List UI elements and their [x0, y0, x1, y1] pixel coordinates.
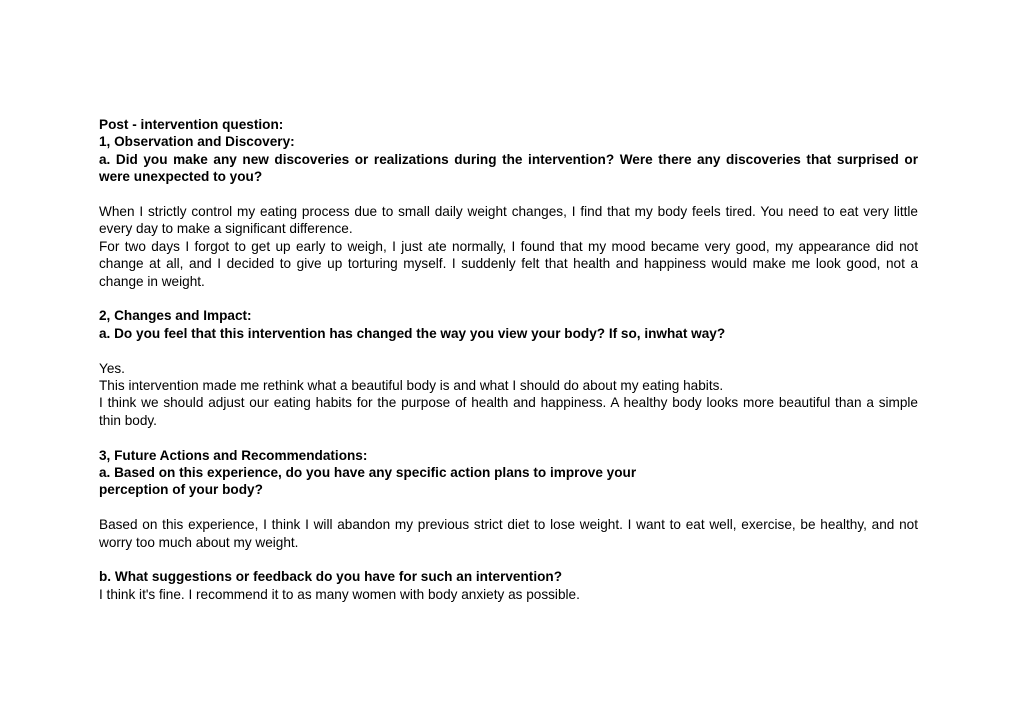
- section-heading: 3, Future Actions and Recommendations:: [99, 447, 368, 463]
- section-heading: 1, Observation and Discovery:: [99, 134, 295, 150]
- blank-line: [99, 551, 918, 568]
- section-heading: 2, Changes and Impact:: [99, 308, 252, 324]
- blank-line: [99, 499, 918, 516]
- answer-paragraph: I think we should adjust our eating habits for the purpose of health and happiness. A healthy body looks more beautiful than a simple thin body.: [99, 395, 918, 428]
- section-question: a. Do you feel that this intervention has changed the way you view your body? If so, inwhat way?: [99, 325, 726, 341]
- answer-paragraph: Yes.: [99, 360, 125, 376]
- section-question: a. Did you make any new discoveries or realizations during the intervention? Were there any discoveries that surprised or were unexpected to you?: [99, 151, 918, 185]
- section-question: b. What suggestions or feedback do you have for such an intervention?: [99, 569, 563, 585]
- answer-paragraph: I think it's fine. I recommend it to as many women with body anxiety as possible.: [99, 586, 580, 602]
- section-question-line: a. Based on this experience, do you have any specific action plans to improve your: [99, 465, 637, 481]
- answer-paragraph: Based on this experience, I think I will abandon my previous strict diet to lose weight. I want to eat well, exercise, be healthy, and not worry too much about my weight.: [99, 517, 918, 550]
- answer-paragraph: This intervention made me rethink what a beautiful body is and what I should do about my eating habits.: [99, 378, 724, 394]
- blank-line: [99, 342, 918, 359]
- blank-line: [99, 186, 918, 203]
- blank-line: [99, 429, 918, 446]
- answer-paragraph: When I strictly control my eating process due to small daily weight changes, I find that my body feels tired. You need to eat very little every day to make a significant difference.: [99, 204, 918, 237]
- answer-paragraph: For two days I forgot to get up early to weigh, I just ate normally, I found that my mood became very good, my appearance did not change at all, and I decided to give up torturing myself. I suddenly felt that health and happiness would make me look good, not a change in weight.: [99, 238, 918, 289]
- document-body: [99, 116, 918, 603]
- blank-line: [99, 290, 918, 307]
- document-title: Post - intervention question:: [99, 117, 284, 132]
- section-question-line: perception of your body?: [99, 482, 263, 498]
